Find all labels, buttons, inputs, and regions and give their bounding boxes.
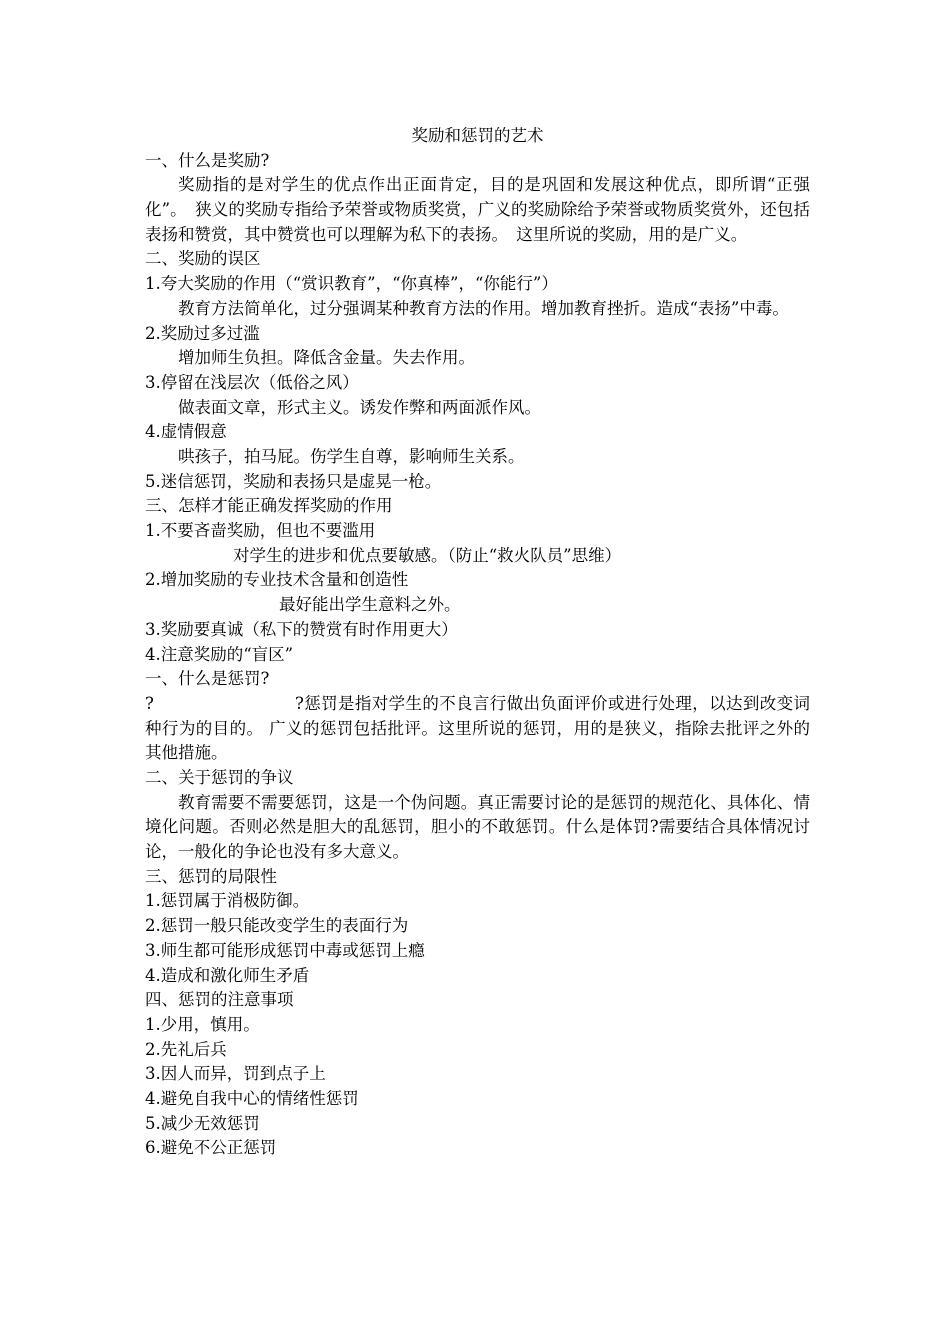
method-item-3: 3.奖励要真诚（私下的赞赏有时作用更大） bbox=[145, 619, 458, 639]
note-item-1: 1.少用，慎用。 bbox=[145, 1014, 260, 1034]
section-heading-what-is-reward: 一、什么是奖励? bbox=[145, 150, 270, 170]
note-item-2: 2.先礼后兵 bbox=[145, 1039, 227, 1059]
limit-item-1: 1.惩罚属于消极防御。 bbox=[145, 891, 310, 911]
section-heading-how-to-reward: 三、怎样才能正确发挥奖励的作用 bbox=[145, 496, 393, 516]
method-item-2: 2.增加奖励的专业技术含量和创造性 bbox=[145, 570, 409, 590]
section-heading-punishment-notes: 四、惩罚的注意事项 bbox=[145, 990, 294, 1010]
method-item-1: 1.不要吝啬奖励，但也不要滥用 bbox=[145, 521, 376, 541]
limit-item-2: 2.惩罚一般只能改变学生的表面行为 bbox=[145, 916, 409, 936]
limit-item-4: 4.造成和激化师生矛盾 bbox=[145, 965, 310, 985]
reward-definition-paragraph: 奖励指的是对学生的优点作出正面肯定，目的是巩固和发展这种优点，即所谓“正强化”。 狭义的奖励专指给予荣誉或物质奖赏，广义的奖励除给予荣誉或物质奖赏外，还包括表扬和赞赏，其中赞赏也可以理解为私下的表扬。 这里所说的奖励，用的是广义。 bbox=[145, 175, 810, 244]
note-item-3: 3.因人而异，罚到点子上 bbox=[145, 1064, 326, 1084]
document-page bbox=[145, 124, 810, 1161]
misconception-item-1: 1.夸大奖励的作用（“赏识教育”，“你真棒”，“你能行”） bbox=[145, 274, 558, 294]
section-heading-punishment-debate: 二、关于惩罚的争议 bbox=[145, 767, 294, 787]
misconception-item-2-detail: 增加师生负担。降低含金量。失去作用。 bbox=[178, 348, 475, 368]
misconception-item-2: 2.奖励过多过滥 bbox=[145, 323, 260, 343]
method-item-4: 4.注意奖励的“盲区” bbox=[145, 644, 294, 664]
misconception-item-3-detail: 做表面文章，形式主义。诱发作弊和两面派作风。 bbox=[178, 397, 541, 417]
punishment-definition-text: ?惩罚是指对学生的不良言行做出负面评价或进行处理，以达到改变词种行为的目的。 广义的惩罚包括批评。这里所说的惩罚，用的是狭义，指除去批评之外的其他措施。 bbox=[145, 693, 810, 763]
misconception-item-4-detail: 哄孩子，拍马屁。伤学生自尊，影响师生关系。 bbox=[178, 447, 525, 466]
method-item-2-detail: 最好能出学生意料之外。 bbox=[279, 595, 461, 615]
section-heading-reward-misconceptions: 二、奖励的误区 bbox=[145, 249, 261, 269]
method-item-1-detail: 对学生的进步和优点要敏感。（防止“救火队员”思维） bbox=[233, 545, 622, 565]
section-heading-punishment-limits: 三、惩罚的局限性 bbox=[145, 866, 277, 886]
punishment-definition-paragraph bbox=[145, 692, 810, 766]
note-item-4: 4.避免自我中心的情绪性惩罚 bbox=[145, 1088, 359, 1108]
misconception-item-1-detail: 教育方法简单化，过分强调某种教育方法的作用。增加教育挫折。造成“表扬”中毒。 bbox=[178, 298, 789, 318]
question-mark-glyph: ? bbox=[145, 693, 154, 713]
punishment-debate-paragraph: 教育需要不需要惩罚，这是一个伪问题。真正需要讨论的是惩罚的规范化、具体化、情境化问题。否则必然是胆大的乱惩罚，胆小的不敢惩罚。什么是体罚?需要结合具体情况讨论，一般化的争论也没有多大意义。 bbox=[145, 792, 810, 862]
note-item-6: 6.避免不公正惩罚 bbox=[145, 1138, 277, 1158]
limit-item-3: 3.师生都可能形成惩罚中毒或惩罚上瘾 bbox=[145, 940, 425, 960]
section-heading-what-is-punishment: 一、什么是惩罚? bbox=[145, 669, 270, 689]
misconception-item-5: 5.迷信惩罚，奖励和表扬只是虚晃一枪。 bbox=[145, 471, 442, 491]
note-item-5: 5.减少无效惩罚 bbox=[145, 1113, 260, 1133]
document-title: 奖励和惩罚的艺术 bbox=[411, 126, 544, 145]
misconception-item-3: 3.停留在浅层次（低俗之风） bbox=[145, 372, 359, 392]
misconception-item-4: 4.虚情假意 bbox=[145, 422, 227, 442]
